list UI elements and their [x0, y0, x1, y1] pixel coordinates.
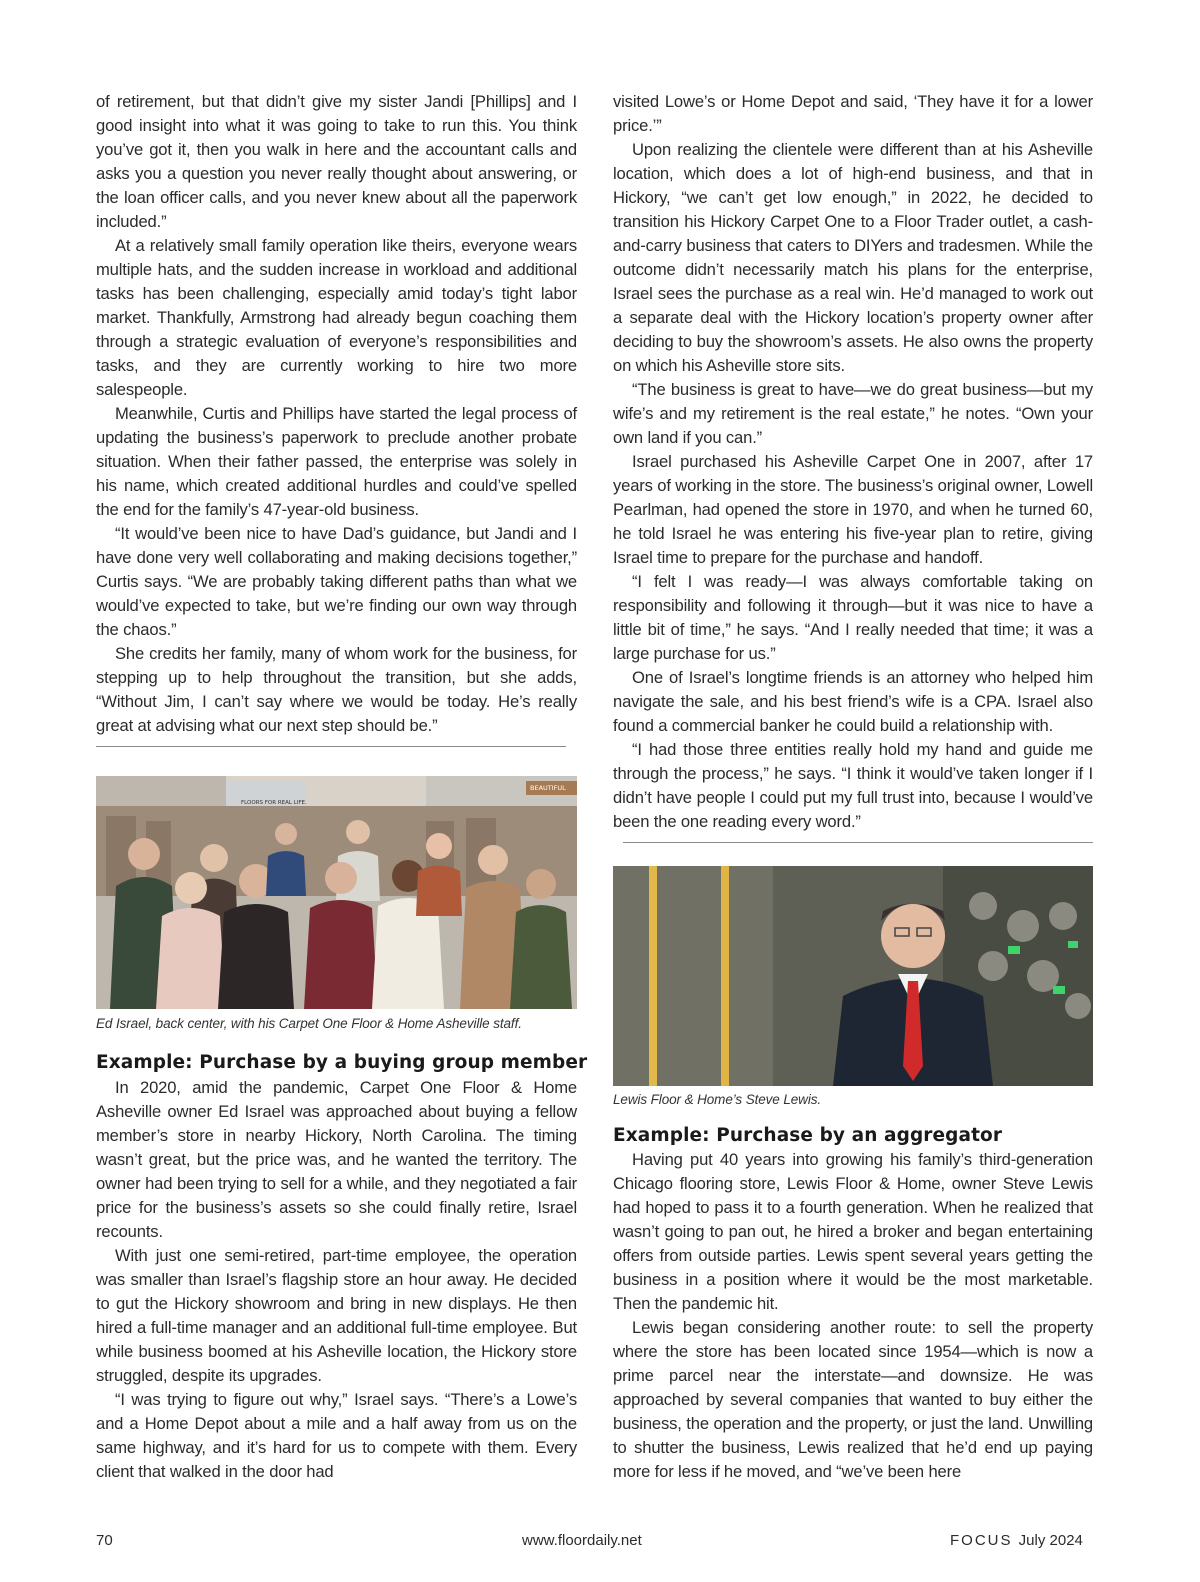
- website-link[interactable]: www.floordaily.net: [522, 1532, 642, 1549]
- paragraph: Lewis began considering another route: to sell the property where the store has been located since 1954—which is now a prime parcel near the interstate—and downsize. He was approached by several companies that wanted to buy either the business, the operation and the property, or just the land. Unwilling to shutter the business, Lewis realized that he’d end up paying more for less if he moved, and “we’ve been here: [613, 1318, 1093, 1481]
- paragraph: Meanwhile, Curtis and Phillips have started the legal process of updating the business’s paperwork to preclude another probate situation. When their father passed, the enterprise was solely in his name, which created additional hurdles and could’ve spelled the end for the family’s 47-year-old business.: [96, 404, 577, 519]
- portrait-illustration: [613, 866, 1093, 1086]
- paragraph: “I had those three entities really hold my hand and guide me through the process,” he says. “I think it would’ve taken longer if I didn’t have people I could put my full trust into, because I would’ve been the one reading every word.”: [613, 740, 1093, 831]
- divider-rule: [96, 746, 566, 747]
- paragraph: “I was trying to figure out why,” Israel says. “There’s a Lowe’s and a Home Depot about a mile and a half away from us on the same highway, and it’s hard for us to compete with them. Every client that walked in the door had: [96, 1390, 577, 1481]
- magazine-name: FOCUS: [950, 1532, 1013, 1549]
- right-column: [613, 90, 1093, 843]
- steve-lewis-photo: [613, 866, 1093, 1086]
- paragraph: In 2020, amid the pandemic, Carpet One Floor & Home Asheville owner Ed Israel was approached about buying a fellow member’s store in nearby Hickory, North Carolina. The timing wasn’t great, but the price was, and he wanted the territory. The owner had been trying to sell for a while, and they negotiated a fair price for the business’s assets so she could finally retire, Israel recounts.: [96, 1078, 577, 1241]
- paragraph: Israel purchased his Asheville Carpet One in 2007, after 17 years of working in the store. The business’s original owner, Lowell Pearlman, had opened the store in 1970, and when he turned 60, he told Israel he was entering his five-year plan to retire, giving Israel time to prepare for the purchase and handoff.: [613, 452, 1093, 567]
- paragraph: Upon realizing the clientele were different than at his Asheville location, which does a lot of high-end business, and that in Hickory, “we can’t get low enough,” in 2022, he decided to transition his Hickory Carpet One to a Floor Trader outlet, a cash-and-carry business that caters to DIYers and tradesmen. While the outcome didn’t necessarily match his plans for the enterprise, Israel sees the purchase as a real win. He’d managed to work out a separate deal with the Hickory location’s property owner after deciding to buy the showroom’s assets. He also owns the property on which his Asheville store sits.: [613, 140, 1093, 375]
- paragraph: At a relatively small family operation like theirs, everyone wears multiple hats, and the sudden increase in workload and additional tasks has been challenging, especially amid today’s tight labor market. Thankfully, Armstrong had already begun coaching them through a strategic evaluation of everyone’s responsibilities and tasks, and they are currently working to hire two more salespeople.: [96, 236, 577, 399]
- paragraph: visited Lowe’s or Home Depot and said, ‘They have it for a lower price.’”: [613, 92, 1093, 135]
- left-column: [96, 90, 577, 747]
- paragraph: Having put 40 years into growing his family’s third-generation Chicago flooring store, Lewis Floor & Home, owner Steve Lewis had hoped to pass it to a fourth generation. When he realized that wasn’t going to pan out, he hired a broker and began entertaining offers from outside parties. Lewis spent several years getting the business in a position where it would be the most marketable. Then the pandemic hit.: [613, 1150, 1093, 1313]
- section-heading: Example: Purchase by a buying group member: [96, 1052, 588, 1073]
- paragraph: “It would’ve been nice to have Dad’s guidance, but Jandi and I have done very well collaborating and making decisions together,” Curtis says. “We are probably taking different paths than what we would’ve expected to take, but we’re finding our own way through the chaos.”: [96, 524, 577, 639]
- staff-photo-illustration: [96, 776, 577, 1009]
- page-number: 70: [96, 1532, 113, 1549]
- left-section-body: [96, 1076, 577, 1484]
- section-heading: Example: Purchase by an aggregator: [613, 1125, 1003, 1146]
- paragraph: With just one semi-retired, part-time employee, the operation was smaller than Israel’s flagship store an hour away. He decided to gut the Hickory showroom and bring in new displays. He then hired a full-time manager and an additional full-time employee. But while business boomed at his Asheville location, the Hickory store struggled, despite its upgrades.: [96, 1246, 577, 1385]
- photo-caption: Lewis Floor & Home’s Steve Lewis.: [613, 1092, 822, 1107]
- issue-date: July 2024: [1018, 1532, 1083, 1549]
- paragraph: One of Israel’s longtime friends is an attorney who helped him navigate the sale, and his best friend’s wife is a CPA. Israel also found a commercial banker he could build a relationship with.: [613, 668, 1093, 735]
- staff-group-photo: [96, 776, 577, 1009]
- divider-rule: [623, 842, 1093, 843]
- paragraph: “I felt I was ready—I was always comfortable taking on responsibility and following it through—but it was nice to have a little bit of time,” he says. “And I really needed that time; it was a large purchase for us.”: [613, 572, 1093, 663]
- banner-text-right: BEAUTIFUL: [530, 784, 566, 792]
- paragraph: of retirement, but that didn’t give my sister Jandi [Phillips] and I good insight into what it was going to take to run this. You think you’ve got it, then you walk in here and the accountant calls and asks you a question you never really thought about answering, or the loan officer calls, and you never knew about all the paperwork included.”: [96, 92, 577, 231]
- right-section-body: [613, 1148, 1093, 1484]
- banner-text-left: FLOORS FOR REAL LIFE.: [241, 800, 307, 806]
- paragraph: “The business is great to have—we do great business—but my wife’s and my retirement is the real estate,” he notes. “Own your own land if you can.”: [613, 380, 1093, 447]
- paragraph: She credits her family, many of whom work for the business, for stepping up to help throughout the transition, but she adds, “Without Jim, I can’t say where we would be today. He’s really great at advising what our next step should be.”: [96, 644, 577, 735]
- photo-caption: Ed Israel, back center, with his Carpet One Floor & Home Asheville staff.: [96, 1016, 522, 1031]
- issue-label: [950, 1532, 1083, 1549]
